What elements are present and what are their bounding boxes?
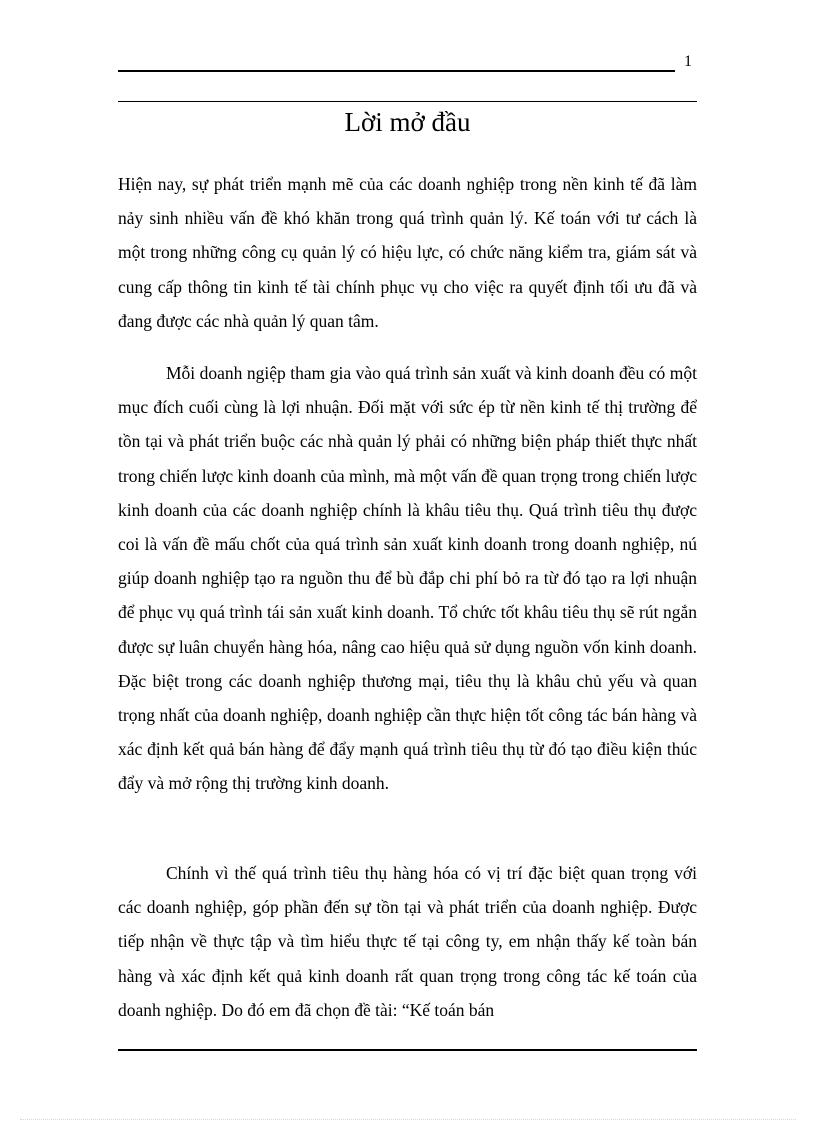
- paragraph-1: Hiện nay, sự phát triển mạnh mẽ của các doanh nghiệp trong nền kinh tế đã làm nảy sinh nhiều vấn đề khó khăn trong quá trình quản lý. Kế toán với tư cách là một trong những công cụ quản lý có hiệu lực, có chức năng kiểm tra, giám sát và cung cấp thông tin kinh tế tài chính phục vụ cho việc ra quyết định tối ưu đã và đang được các nhà quản lý quan tâm.: [118, 174, 697, 331]
- header-rule-thin: [118, 101, 697, 102]
- page-title: Lời mở đầu: [344, 107, 471, 137]
- paragraph-3: Chính vì thế quá trình tiêu thụ hàng hóa có vị trí đặc biệt quan trọng với các doanh nghiệp, góp phần đến sự tồn tại và phát triển của doanh nghiệp. Được tiếp nhận về thực tập và tìm hiểu thực tế tại công ty, em nhận thấy kế toàn bán hàng và xác định kết quả kinh doanh rất quan trọng trong công tác kế toán của doanh nghiệp. Do đó em đã chọn đề tài: “Kế toán bán: [118, 863, 697, 1020]
- footer-rule: [118, 1049, 697, 1051]
- header-rule-thick: [118, 70, 675, 72]
- paragraph-2: Mỗi doanh ngiệp tham gia vào quá trình sản xuất và kinh doanh đều có một mục đích cuối cùng là lợi nhuận. Đối mặt với sức ép từ nền kinh tế thị trường để tồn tại và phát triển buộc các nhà quản lý phải có những biện pháp thiết thực nhất trong chiến lược kinh doanh của mình, mà một vấn đề quan trọng trong chiến lược kinh doanh của các doanh nghiệp chính là khâu tiêu thụ. Quá trình tiêu thụ được coi là vấn đề mấu chốt của quá trình sản xuất kinh doanh trong doanh nghiệp, nú giúp doanh nghiệp tạo ra nguồn thu để bù đắp chi phí bỏ ra từ đó tạo ra lợi nhuận để phục vụ quá trình tái sản xuất kinh doanh. Tổ chức tốt khâu tiêu thụ sẽ rút ngắn được sự luân chuyển hàng hóa, nâng cao hiệu quả sử dụng nguồn vốn kinh doanh. Đặc biệt trong các doanh nghiệp thương mại, tiêu thụ là khâu chủ yếu và quan trọng nhất của doanh nghiệp, doanh nghiệp cần thực hiện tốt công tác bán hàng và xác định kết quả bán hàng để đẩy mạnh quá trình tiêu thụ từ đó tạo điều kiện thúc đẩy và mở rộng thị trường kinh doanh.: [118, 363, 697, 794]
- page-number: 1: [684, 53, 692, 70]
- page-break-line: [20, 1119, 796, 1120]
